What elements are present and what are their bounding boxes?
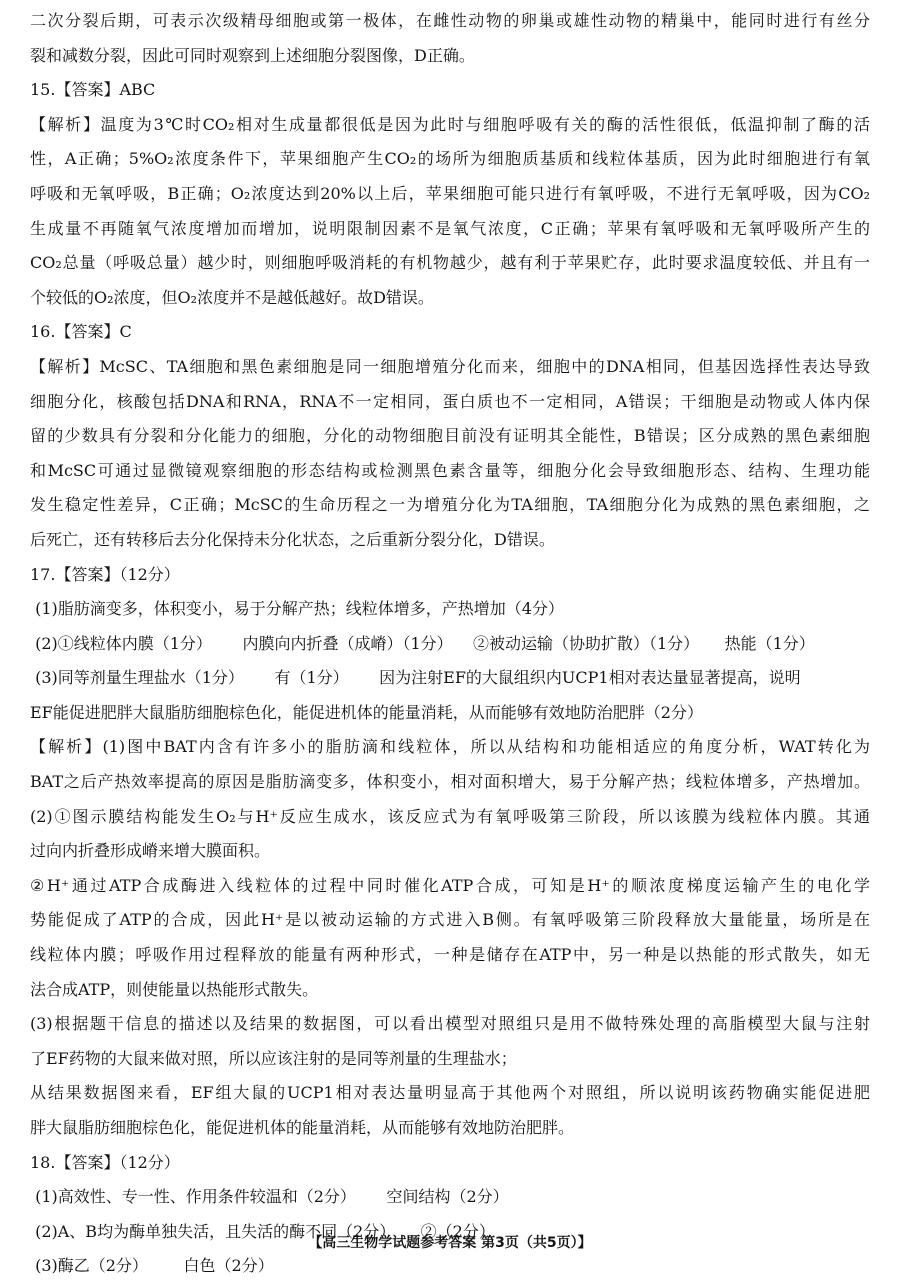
text-line: 生成量不再随氧气浓度增加而增加，说明限制因素不是氧气浓度，C正确；苹果有氧呼吸和无氧呼吸所产生的 <box>30 218 870 238</box>
text-line: 性，A正确；5%O₂浓度条件下，苹果细胞产生CO₂的场所为细胞质基质和线粒体基质，因为此时细胞进行有氧 <box>30 149 870 169</box>
text-line: ②H⁺通过ATP合成酶进入线粒体的过程中同时催化ATP合成，可知是H⁺的顺浓度梯度运输产生的电化学 <box>30 875 870 895</box>
text-line: 细胞分化，核酸包括DNA和RNA，RNA不一定相同，蛋白质也不一定相同，A错误；干细胞是动物或人体内保 <box>30 391 870 411</box>
text-line: (3)酶乙（2分） 白色（2分） <box>30 1256 274 1276</box>
page-footer: 【高三生物学试题参考答案 第3页（共5页）】 <box>308 1235 592 1251</box>
text-line: 法合成ATP，则使能量以热能形式散失。 <box>30 979 319 999</box>
text-line: 和McSC可通过显微镜观察细胞的形态结构或检测黑色素含量等，细胞分化会导致细胞形态、结构、生理功能 <box>30 460 870 480</box>
text-line: (2)①线粒体内膜（1分） 内膜向内折叠（成嵴）（1分） ②被动运输（协助扩散）（1分） 热能（1分） <box>30 633 815 653</box>
text-line: (3)根据题干信息的描述以及结果的数据图，可以看出模型对照组只是用不做特殊处理的高脂模型大鼠与注射 <box>30 1014 870 1034</box>
text-line: 留的少数具有分裂和分化能力的细胞，分化的动物细胞目前没有证明其全能性，B错误；区分成熟的黑色素细胞 <box>30 426 870 446</box>
text-line: 16.【答案】C <box>30 322 132 342</box>
text-line: 17.【答案】（12分） <box>30 564 180 584</box>
text-line: 个较低的O₂浓度，但O₂浓度并不是越低越好。故D错误。 <box>30 287 434 307</box>
text-line: (1)高效性、专一性、作用条件较温和（2分） 空间结构（2分） <box>30 1187 509 1207</box>
text-line: 裂和减数分裂，因此可同时观察到上述细胞分裂图像，D正确。 <box>30 45 475 65</box>
text-line: (1)脂肪滴变多，体积变小，易于分解产热；线粒体增多，产热增加（4分） <box>30 599 564 619</box>
text-line: (2)A、B均为酶单独失活，且失活的酶不同（2分） ②（2分） <box>30 1221 495 1241</box>
text-line: 势能促成了ATP的合成，因此H⁺是以被动运输的方式进入B侧。有氧呼吸第三阶段释放大量能量，场所是在 <box>30 910 870 930</box>
text-line: 过向内折叠形成嵴来增大膜面积。 <box>30 841 271 861</box>
text-line: 了EF药物的大鼠来做对照，所以应该注射的是同等剂量的生理盐水； <box>30 1048 517 1068</box>
text-line: CO₂总量（呼吸总量）越少时，则细胞呼吸消耗的有机物越少，越有利于苹果贮存，此时要求温度较低、并且有一 <box>30 253 870 273</box>
answer-text-body <box>30 4 870 1284</box>
text-line: 从结果数据图来看，EF组大鼠的UCP1相对表达量明显高于其他两个对照组，所以说明该药物确实能促进肥 <box>30 1083 870 1103</box>
text-line: 【解析】McSC、TA细胞和黑色素细胞是同一细胞增殖分化而来，细胞中的DNA相同，但基因选择性表达导致 <box>30 356 870 376</box>
text-line: 【解析】(1)图中BAT内含有许多小的脂肪滴和线粒体，所以从结构和功能相适应的角度分析，WAT转化为 <box>30 737 870 757</box>
text-line: 15.【答案】ABC <box>30 80 156 100</box>
text-line: (2)①图示膜结构能发生O₂与H⁺反应生成水，该反应式为有氧呼吸第三阶段，所以该膜为线粒体内膜。其通 <box>30 806 870 826</box>
text-line: 二次分裂后期，可表示次级精母细胞或第一极体，在雌性动物的卵巢或雄性动物的精巢中，能同时进行有丝分 <box>30 11 870 30</box>
text-line: 18.【答案】（12分） <box>30 1152 180 1172</box>
text-line: EF能促进肥胖大鼠脂肪细胞棕色化，能促进机体的能量消耗，从而能够有效地防治肥胖（2分） <box>30 702 703 722</box>
text-line: 呼吸和无氧呼吸，B正确；O₂浓度达到20%以上后，苹果细胞可能只进行有氧呼吸，不进行无氧呼吸，因为CO₂ <box>30 183 870 203</box>
text-line: 【解析】温度为3℃时CO₂相对生成量都很低是因为此时与细胞呼吸有关的酶的活性很低，低温抑制了酶的活 <box>30 114 870 134</box>
text-line: BAT之后产热效率提高的原因是脂肪滴变多，体积变小，相对面积增大，易于分解产热；线粒体增多，产热增加。 <box>30 772 870 792</box>
text-line: 胖大鼠脂肪细胞棕色化，能促进机体的能量消耗，从而能够有效地防治肥胖。 <box>30 1118 575 1137</box>
text-line: 后死亡，还有转移后去分化保持未分化状态，之后重新分裂分化，D错误。 <box>30 529 555 549</box>
text-line: (3)同等剂量生理盐水（1分） 有（1分） 因为注射EF的大鼠组织内UCP1相对表达量显著提高，说明 <box>30 668 801 688</box>
text-line: 发生稳定性差异，C正确；McSC的生命历程之一为增殖分化为TA细胞，TA细胞分化为成熟的黑色素细胞，之 <box>30 495 870 515</box>
text-line: 线粒体内膜；呼吸作用过程释放的能量有两种形式，一种是储存在ATP中，另一种是以热能的形式散失，如无 <box>30 945 870 965</box>
